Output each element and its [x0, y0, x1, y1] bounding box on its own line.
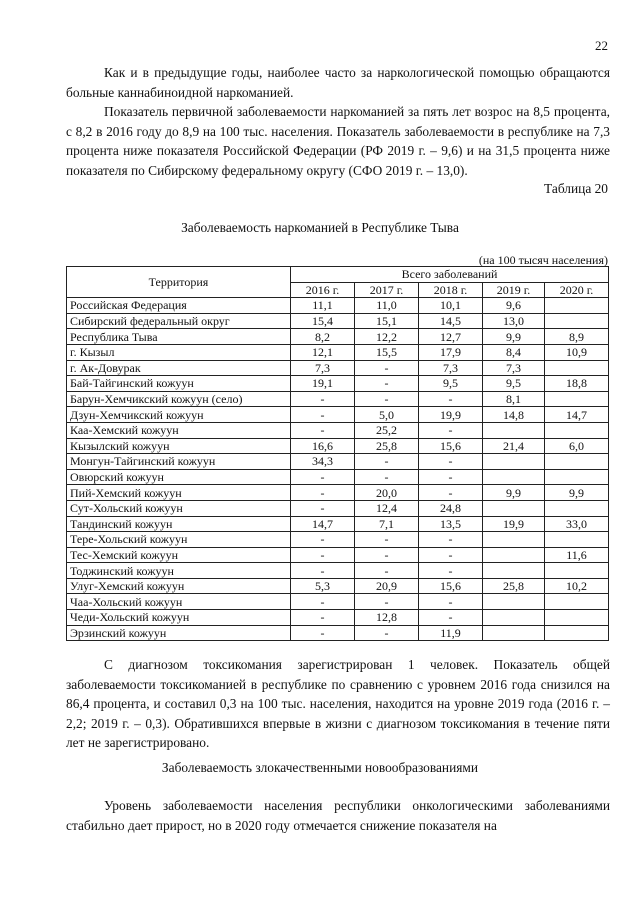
table-cell: 25,2	[355, 422, 419, 438]
table-cell	[483, 500, 545, 516]
table-cell: 8,2	[291, 329, 355, 345]
table-cell: 13,0	[483, 313, 545, 329]
table-cell: 25,8	[355, 438, 419, 454]
table-cell	[545, 469, 609, 485]
table-cell: -	[355, 376, 419, 392]
territory-name: Пий-Хемский кожуун	[67, 485, 291, 501]
table-cell: -	[355, 360, 419, 376]
territory-name: Улуг-Хемский кожуун	[67, 578, 291, 594]
table-unit: (на 100 тысяч населения)	[478, 253, 608, 267]
table-label: Таблица 20	[544, 181, 608, 196]
table-cell: 9,9	[483, 329, 545, 345]
territory-name: Российская Федерация	[67, 298, 291, 314]
table-cell: 15,6	[419, 438, 483, 454]
table-cell: 25,8	[483, 578, 545, 594]
table-cell: -	[355, 454, 419, 470]
table-cell: -	[419, 563, 483, 579]
table-cell: 15,6	[419, 578, 483, 594]
table-cell: 6,0	[545, 438, 609, 454]
table-cell: -	[419, 610, 483, 626]
territory-name: Тандинский кожуун	[67, 516, 291, 532]
territory-name: Кызылский кожуун	[67, 438, 291, 454]
table-row	[67, 422, 609, 438]
table-cell: 34,3	[291, 454, 355, 470]
table-cell: 5,0	[355, 407, 419, 423]
section-heading: Заболеваемость злокачественными новообразованиями	[161, 760, 479, 775]
table-cell: 20,0	[355, 485, 419, 501]
paragraph-drug-addiction-intro: Как и в предыдущие годы, наиболее часто за наркологической помощью обращаются больные каннабиноидной наркоманией.	[66, 65, 610, 100]
table-cell: -	[291, 610, 355, 626]
table-cell: 7,3	[291, 360, 355, 376]
table-cell: 7,3	[483, 360, 545, 376]
table-cell: 19,9	[419, 407, 483, 423]
table-cell: -	[419, 454, 483, 470]
table-cell	[483, 625, 545, 641]
table-cell: 16,6	[291, 438, 355, 454]
table-cell: -	[419, 485, 483, 501]
territory-name: Сут-Хольский кожуун	[67, 500, 291, 516]
table-cell	[483, 469, 545, 485]
paragraph-oncology: Уровень заболеваемости населения республики онкологическими заболеваниями стабильно дает прирост, но в 2020 году отмечается снижение показателя на	[66, 798, 610, 833]
territory-name: Тес-Хемский кожуун	[67, 547, 291, 563]
table-cell: -	[419, 547, 483, 563]
table-cell: -	[355, 594, 419, 610]
table-cell: -	[355, 469, 419, 485]
table-cell: 8,9	[545, 329, 609, 345]
table-cell: 13,5	[419, 516, 483, 532]
territory-name: Дзун-Хемчикский кожуун	[67, 407, 291, 423]
territory-name: Чеди-Хольский кожуун	[67, 610, 291, 626]
table-cell: -	[291, 500, 355, 516]
table-row	[67, 360, 609, 376]
header-year: 2018 г.	[419, 282, 483, 298]
table-cell: 11,9	[419, 625, 483, 641]
table-cell: 12,2	[355, 329, 419, 345]
table-cell: -	[291, 547, 355, 563]
table-cell	[483, 610, 545, 626]
table-cell	[545, 391, 609, 407]
table-cell: 19,1	[291, 376, 355, 392]
table-cell: -	[291, 625, 355, 641]
table-cell	[545, 360, 609, 376]
territory-name: Барун-Хемчикский кожуун (село)	[67, 391, 291, 407]
table-cell: 19,9	[483, 516, 545, 532]
table-cell: 8,4	[483, 344, 545, 360]
table-cell: 9,9	[483, 485, 545, 501]
table-cell	[545, 610, 609, 626]
header-year: 2017 г.	[355, 282, 419, 298]
table-cell: 10,9	[545, 344, 609, 360]
paragraph-primary-incidence: Показатель первичной заболеваемости наркоманией за пять лет возрос на 8,5 процента, с 8,2 в 2016 году до 8,9 на 100 тыс. населения. Показатель заболеваемости в республике на 7,3 процента ниже показателя Российской Федерации (РФ 2019 г. – 9,6) и на 31,5 процента ниже показателя по Сибирскому федеральному округу (СФО 2019 г. – 13,0).	[66, 104, 610, 178]
territory-name: г. Кызыл	[67, 344, 291, 360]
table-cell: 5,3	[291, 578, 355, 594]
table-row	[67, 344, 609, 360]
table-row	[67, 516, 609, 532]
table-header-row	[67, 267, 609, 283]
table-cell: 12,7	[419, 329, 483, 345]
table-cell	[483, 594, 545, 610]
table-cell: 17,9	[419, 344, 483, 360]
table-row	[67, 329, 609, 345]
table-cell: 11,0	[355, 298, 419, 314]
table-cell	[545, 625, 609, 641]
table-cell: 12,8	[355, 610, 419, 626]
incidence-table	[66, 266, 609, 641]
table-cell: -	[355, 547, 419, 563]
table-cell: 14,8	[483, 407, 545, 423]
table-cell: -	[291, 594, 355, 610]
table-row	[67, 376, 609, 392]
table-cell: -	[291, 469, 355, 485]
header-year: 2020 г.	[545, 282, 609, 298]
table-cell: -	[419, 391, 483, 407]
table-row	[67, 547, 609, 563]
territory-name: Тоджинский кожуун	[67, 563, 291, 579]
table-cell: -	[291, 563, 355, 579]
table-cell: -	[419, 532, 483, 548]
table-row	[67, 625, 609, 641]
territory-name: Эрзинский кожуун	[67, 625, 291, 641]
table-cell: 15,4	[291, 313, 355, 329]
table-cell: -	[355, 625, 419, 641]
table-row	[67, 454, 609, 470]
table-cell: -	[355, 532, 419, 548]
table-cell	[483, 547, 545, 563]
header-year: 2019 г.	[483, 282, 545, 298]
table-cell: -	[419, 422, 483, 438]
table-cell: 14,7	[291, 516, 355, 532]
header-total-diseases: Всего заболеваний	[291, 267, 609, 283]
table-cell: 10,1	[419, 298, 483, 314]
table-cell: -	[291, 407, 355, 423]
table-cell: 12,1	[291, 344, 355, 360]
table-cell: 9,5	[483, 376, 545, 392]
table-cell: -	[419, 469, 483, 485]
header-year: 2016 г.	[291, 282, 355, 298]
table-cell: 9,6	[483, 298, 545, 314]
table-row	[67, 469, 609, 485]
territory-name: г. Ак-Довурак	[67, 360, 291, 376]
table-row	[67, 500, 609, 516]
table-row	[67, 438, 609, 454]
table-cell: 21,4	[483, 438, 545, 454]
table-cell: -	[291, 422, 355, 438]
table-cell: 10,2	[545, 578, 609, 594]
table-cell	[545, 298, 609, 314]
table-cell: 12,4	[355, 500, 419, 516]
table-cell: -	[355, 563, 419, 579]
table-cell: -	[291, 532, 355, 548]
table-cell	[545, 563, 609, 579]
table-row	[67, 610, 609, 626]
table-cell: -	[419, 594, 483, 610]
table-cell: 33,0	[545, 516, 609, 532]
table-cell: 24,8	[419, 500, 483, 516]
table-cell: 11,6	[545, 547, 609, 563]
table-cell: 9,9	[545, 485, 609, 501]
table-cell	[545, 532, 609, 548]
table-cell	[483, 563, 545, 579]
table-row	[67, 578, 609, 594]
territory-name: Овюрский кожуун	[67, 469, 291, 485]
table-row	[67, 391, 609, 407]
table-cell: 7,1	[355, 516, 419, 532]
table-cell: 15,1	[355, 313, 419, 329]
table-row	[67, 532, 609, 548]
table-cell: -	[291, 391, 355, 407]
territory-name: Чаа-Хольский кожуун	[67, 594, 291, 610]
page-number: 22	[595, 38, 608, 53]
territory-name: Монгун-Тайгинский кожуун	[67, 454, 291, 470]
table-cell	[545, 454, 609, 470]
table-cell	[483, 454, 545, 470]
table-cell	[545, 594, 609, 610]
table-cell: 7,3	[419, 360, 483, 376]
table-row	[67, 485, 609, 501]
table-cell: 15,5	[355, 344, 419, 360]
table-cell	[483, 532, 545, 548]
table-cell: 18,8	[545, 376, 609, 392]
territory-name: Каа-Хемский кожуун	[67, 422, 291, 438]
table-cell: 14,7	[545, 407, 609, 423]
territory-name: Тере-Хольский кожуун	[67, 532, 291, 548]
table-cell: 8,1	[483, 391, 545, 407]
table-cell: 20,9	[355, 578, 419, 594]
table-row	[67, 407, 609, 423]
table-cell: 9,5	[419, 376, 483, 392]
header-territory: Территория	[67, 267, 291, 298]
table-cell	[545, 500, 609, 516]
table-cell: -	[355, 391, 419, 407]
territory-name: Республика Тыва	[67, 329, 291, 345]
territory-name: Бай-Тайгинский кожуун	[67, 376, 291, 392]
table-row	[67, 594, 609, 610]
table-row	[67, 563, 609, 579]
territory-name: Сибирский федеральный округ	[67, 313, 291, 329]
table-cell	[483, 422, 545, 438]
table-title: Заболеваемость наркоманией в Республике Тыва	[181, 220, 459, 235]
table-cell: -	[291, 485, 355, 501]
table-cell	[545, 422, 609, 438]
table-cell	[545, 313, 609, 329]
table-row	[67, 313, 609, 329]
table-row	[67, 298, 609, 314]
table-cell: 14,5	[419, 313, 483, 329]
table-cell: 11,1	[291, 298, 355, 314]
paragraph-toxicomania: С диагнозом токсикомания зарегистрирован 1 человек. Показатель общей заболеваемости токсикоманией в республике по сравнению с уровнем 2016 года снизился на 86,4 процента, и составил 0,3 на 100 тыс. населения, находится на уровне 2019 года (2016 г. – 2,2; 2019 г. – 0,3). Обратившихся впервые в жизни с диагнозом токсикомания в течение пяти лет не зарегистрировано.	[66, 657, 610, 751]
